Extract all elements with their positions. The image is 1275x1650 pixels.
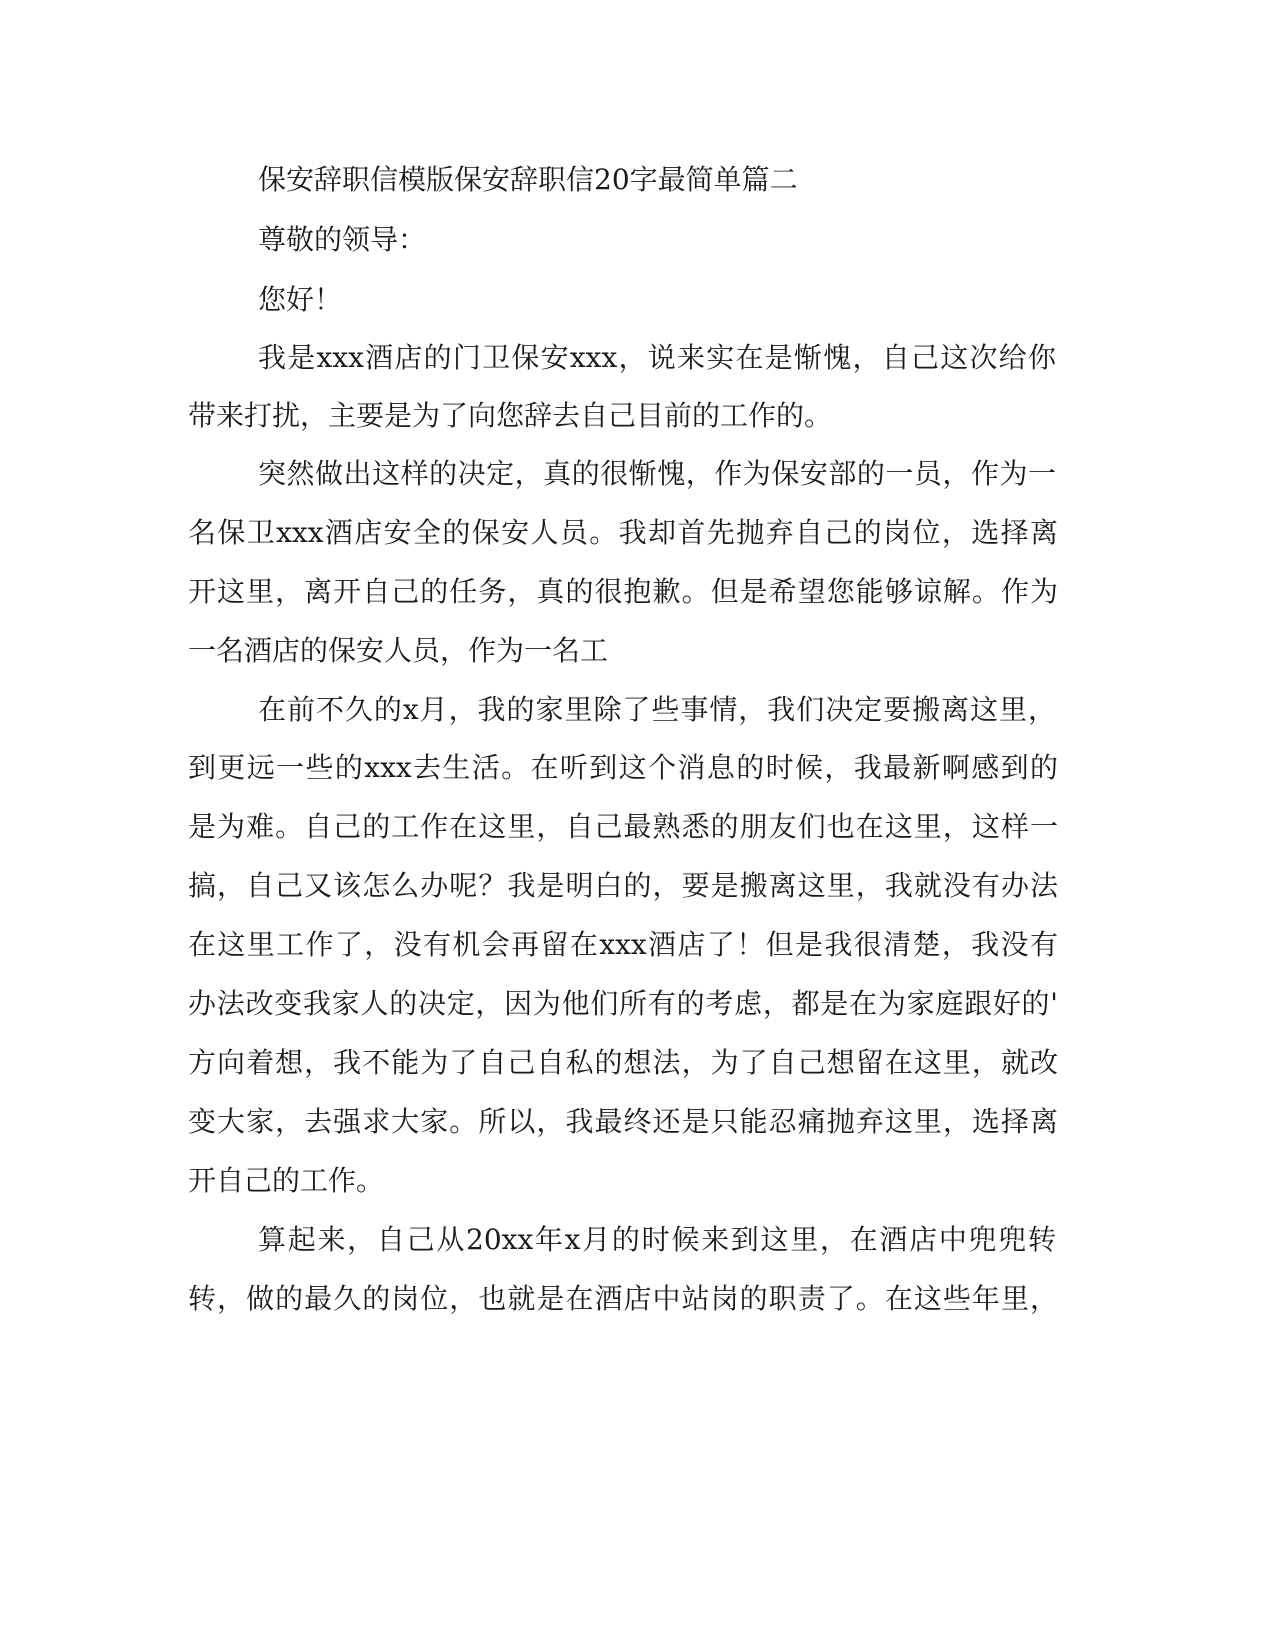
greeting: 您好！ — [258, 283, 343, 316]
paragraph-line: 我是xxx酒店的门卫保安xxx，说来实在是惭愧，自己这次给你 — [258, 341, 1056, 374]
paragraph-line: 方向着想，我不能为了自己自私的想法，为了自己想留在这里，就改 — [188, 1046, 1058, 1079]
paragraph-line: 到更远一些的xxx去生活。在听到这个消息的时候，我最新啊感到的 — [188, 751, 1058, 784]
paragraph-line: 开自己的工作。 — [188, 1164, 385, 1197]
paragraph-line: 名保卫xxx酒店安全的保安人员。我却首先抛弃自己的岗位，选择离 — [188, 516, 1058, 549]
paragraph-line: 在前不久的x月，我的家里除了些事情，我们决定要搬离这里， — [258, 693, 1056, 726]
paragraph-line: 一名酒店的保安人员，作为一名工 — [188, 634, 609, 667]
paragraph-line: 搞，自己又该怎么办呢？我是明白的，要是搬离这里，我就没有办法 — [188, 869, 1058, 902]
paragraph-line: 开这里，离开自己的任务，真的很抱歉。但是希望您能够谅解。作为 — [188, 575, 1058, 608]
paragraph-line: 带来打扰，主要是为了向您辞去自己目前的工作的。 — [188, 399, 833, 432]
document-title: 保安辞职信模版保安辞职信20字最简单篇二 — [258, 163, 798, 196]
paragraph-line: 变大家，去强求大家。所以，我最终还是只能忍痛抛弃这里，选择离 — [188, 1105, 1058, 1138]
paragraph-line: 算起来，自己从20xx年x月的时候来到这里，在酒店中兜兜转 — [258, 1223, 1056, 1256]
paragraph-line: 办法改变我家人的决定，因为他们所有的考虑，都是在为家庭跟好的' — [188, 987, 1058, 1020]
paragraph-line: 在这里工作了，没有机会再留在xxx酒店了！但是我很清楚，我没有 — [188, 928, 1058, 961]
paragraph-line: 是为难。自己的工作在这里，自己最熟悉的朋友们也在这里，这样一 — [188, 810, 1058, 843]
salutation: 尊敬的领导： — [258, 223, 427, 256]
paragraph-line: 转，做的最久的岗位，也就是在酒店中站岗的职责了。在这些年里， — [188, 1282, 1058, 1315]
paragraph-line: 突然做出这样的决定，真的很惭愧，作为保安部的一员，作为一 — [258, 457, 1056, 490]
